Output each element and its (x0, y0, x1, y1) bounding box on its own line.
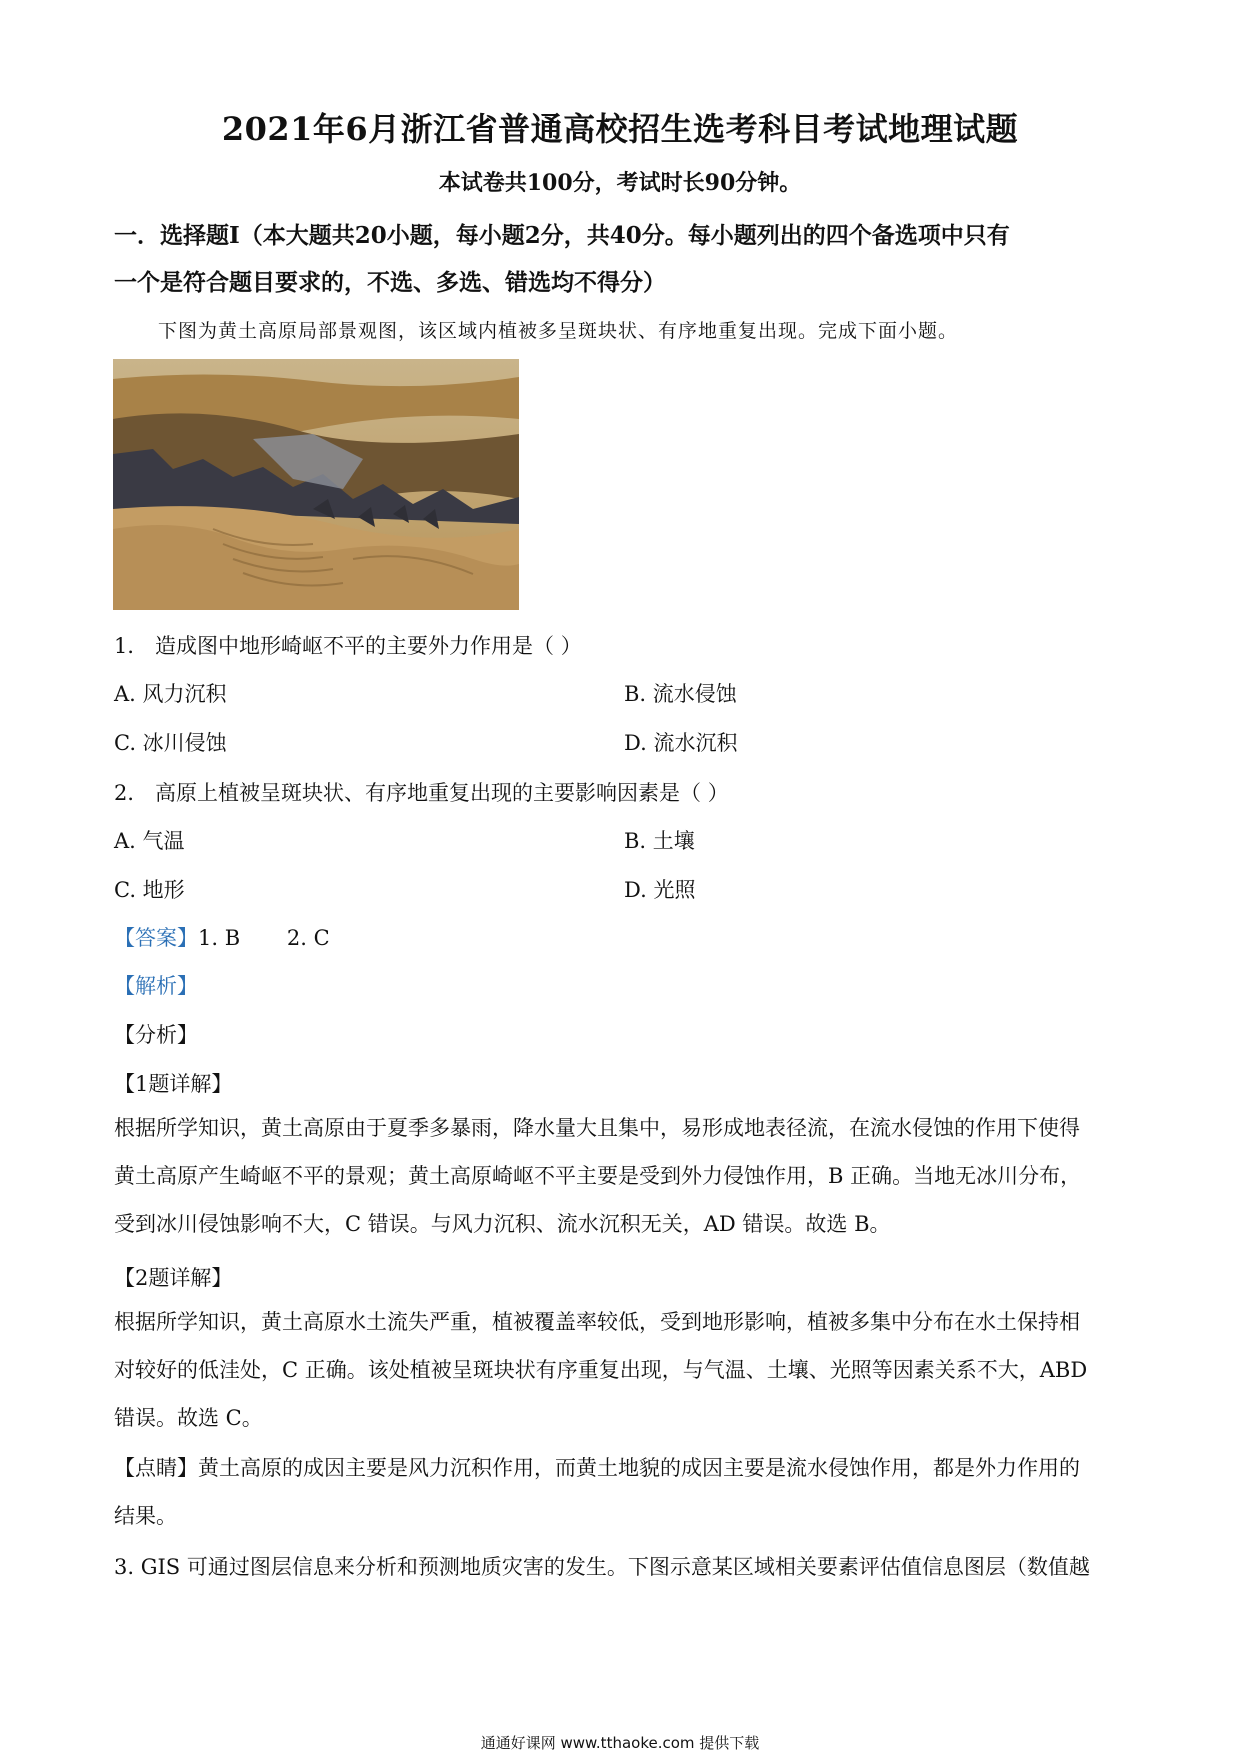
fenxi-label: 【分析】 (114, 1023, 198, 1047)
question-2-option-c: C. 地形 (114, 878, 185, 902)
analysis-label: 【解析】 (114, 974, 198, 998)
detail-1-body (114, 1104, 1130, 1248)
exam-subtitle: 本试卷共100分，考试时长90分钟。 (438, 170, 802, 196)
detail-2-label: 【2题详解】 (114, 1266, 233, 1290)
question-1-option-d: D. 流水沉积 (624, 731, 738, 755)
detail-2-body (114, 1298, 1130, 1442)
answer-label: 【答案】 (114, 926, 198, 950)
detail-1-line-1: 根据所学知识，黄土高原由于夏季多暴雨，降水量大且集中，易形成地表径流，在流水侵蚀的作用下使得 (114, 1116, 1080, 1140)
question-1-option-c: C. 冰川侵蚀 (114, 731, 227, 755)
page-title: 2021年6月浙江省普通高校招生选考科目考试地理试题 (221, 110, 1019, 148)
question-2-option-b: B. 土壤 (624, 829, 695, 853)
answer-text: 1. B 2. C (198, 926, 330, 950)
detail-2-line-3: 错误。故选 C。 (114, 1406, 263, 1430)
dianjing-line-1: 【点睛】黄土高原的成因主要是风力沉积作用，而黄土地貌的成因主要是流水侵蚀作用，都是外力作用的 (114, 1456, 1080, 1480)
detail-1-line-2: 黄土高原产生崎岖不平的景观；黄土高原崎岖不平主要是受到外力侵蚀作用，B 正确。当地无冰川分布， (114, 1164, 1082, 1188)
section-heading-line2: 一个是符合题目要求的，不选、多选、错选均不得分） (114, 269, 666, 296)
intro-text: 下图为黄土高原局部景观图，该区域内植被多呈斑块状、有序地重复出现。完成下面小题。 (158, 320, 959, 342)
question-1-option-b: B. 流水侵蚀 (624, 682, 737, 706)
dianjing-note (114, 1444, 1130, 1540)
question-2-stem: 2． 高原上植被呈斑块状、有序地重复出现的主要影响因素是（ ） (114, 781, 729, 805)
question-3-stem: 3. GIS 可通过图层信息来分析和预测地质灾害的发生。下图示意某区域相关要素评估值信息图层（数值越 (114, 1555, 1090, 1579)
question-2-option-a: A. 气温 (114, 829, 185, 853)
detail-2-line-1: 根据所学知识，黄土高原水土流失严重，植被覆盖率较低，受到地形影响，植被多集中分布在水土保持相 (114, 1310, 1080, 1334)
loess-plateau-photo (113, 359, 519, 610)
question-1-stem: 1． 造成图中地形崎岖不平的主要外力作用是（ ） (114, 634, 582, 658)
detail-1-label: 【1题详解】 (114, 1072, 233, 1096)
question-1-option-a: A. 风力沉积 (114, 682, 227, 706)
detail-2-line-2: 对较好的低洼处，C 正确。该处植被呈斑块状有序重复出现，与气温、土壤、光照等因素关系不大，ABD (114, 1358, 1088, 1382)
footer-watermark: 通通好课网 www.tthaoke.com 提供下载 (480, 1734, 760, 1752)
detail-1-line-3: 受到冰川侵蚀影响不大，C 错误。与风力沉积、流水沉积无关，AD 错误。故选 B。 (114, 1212, 891, 1236)
answer-line (114, 922, 330, 952)
question-2-option-d: D. 光照 (624, 878, 696, 902)
section-heading-line1: 一．选择题Ⅰ（本大题共20小题，每小题2分，共40分。每小题列出的四个备选项中只有 (114, 222, 1010, 249)
dianjing-line-2: 结果。 (114, 1504, 177, 1528)
